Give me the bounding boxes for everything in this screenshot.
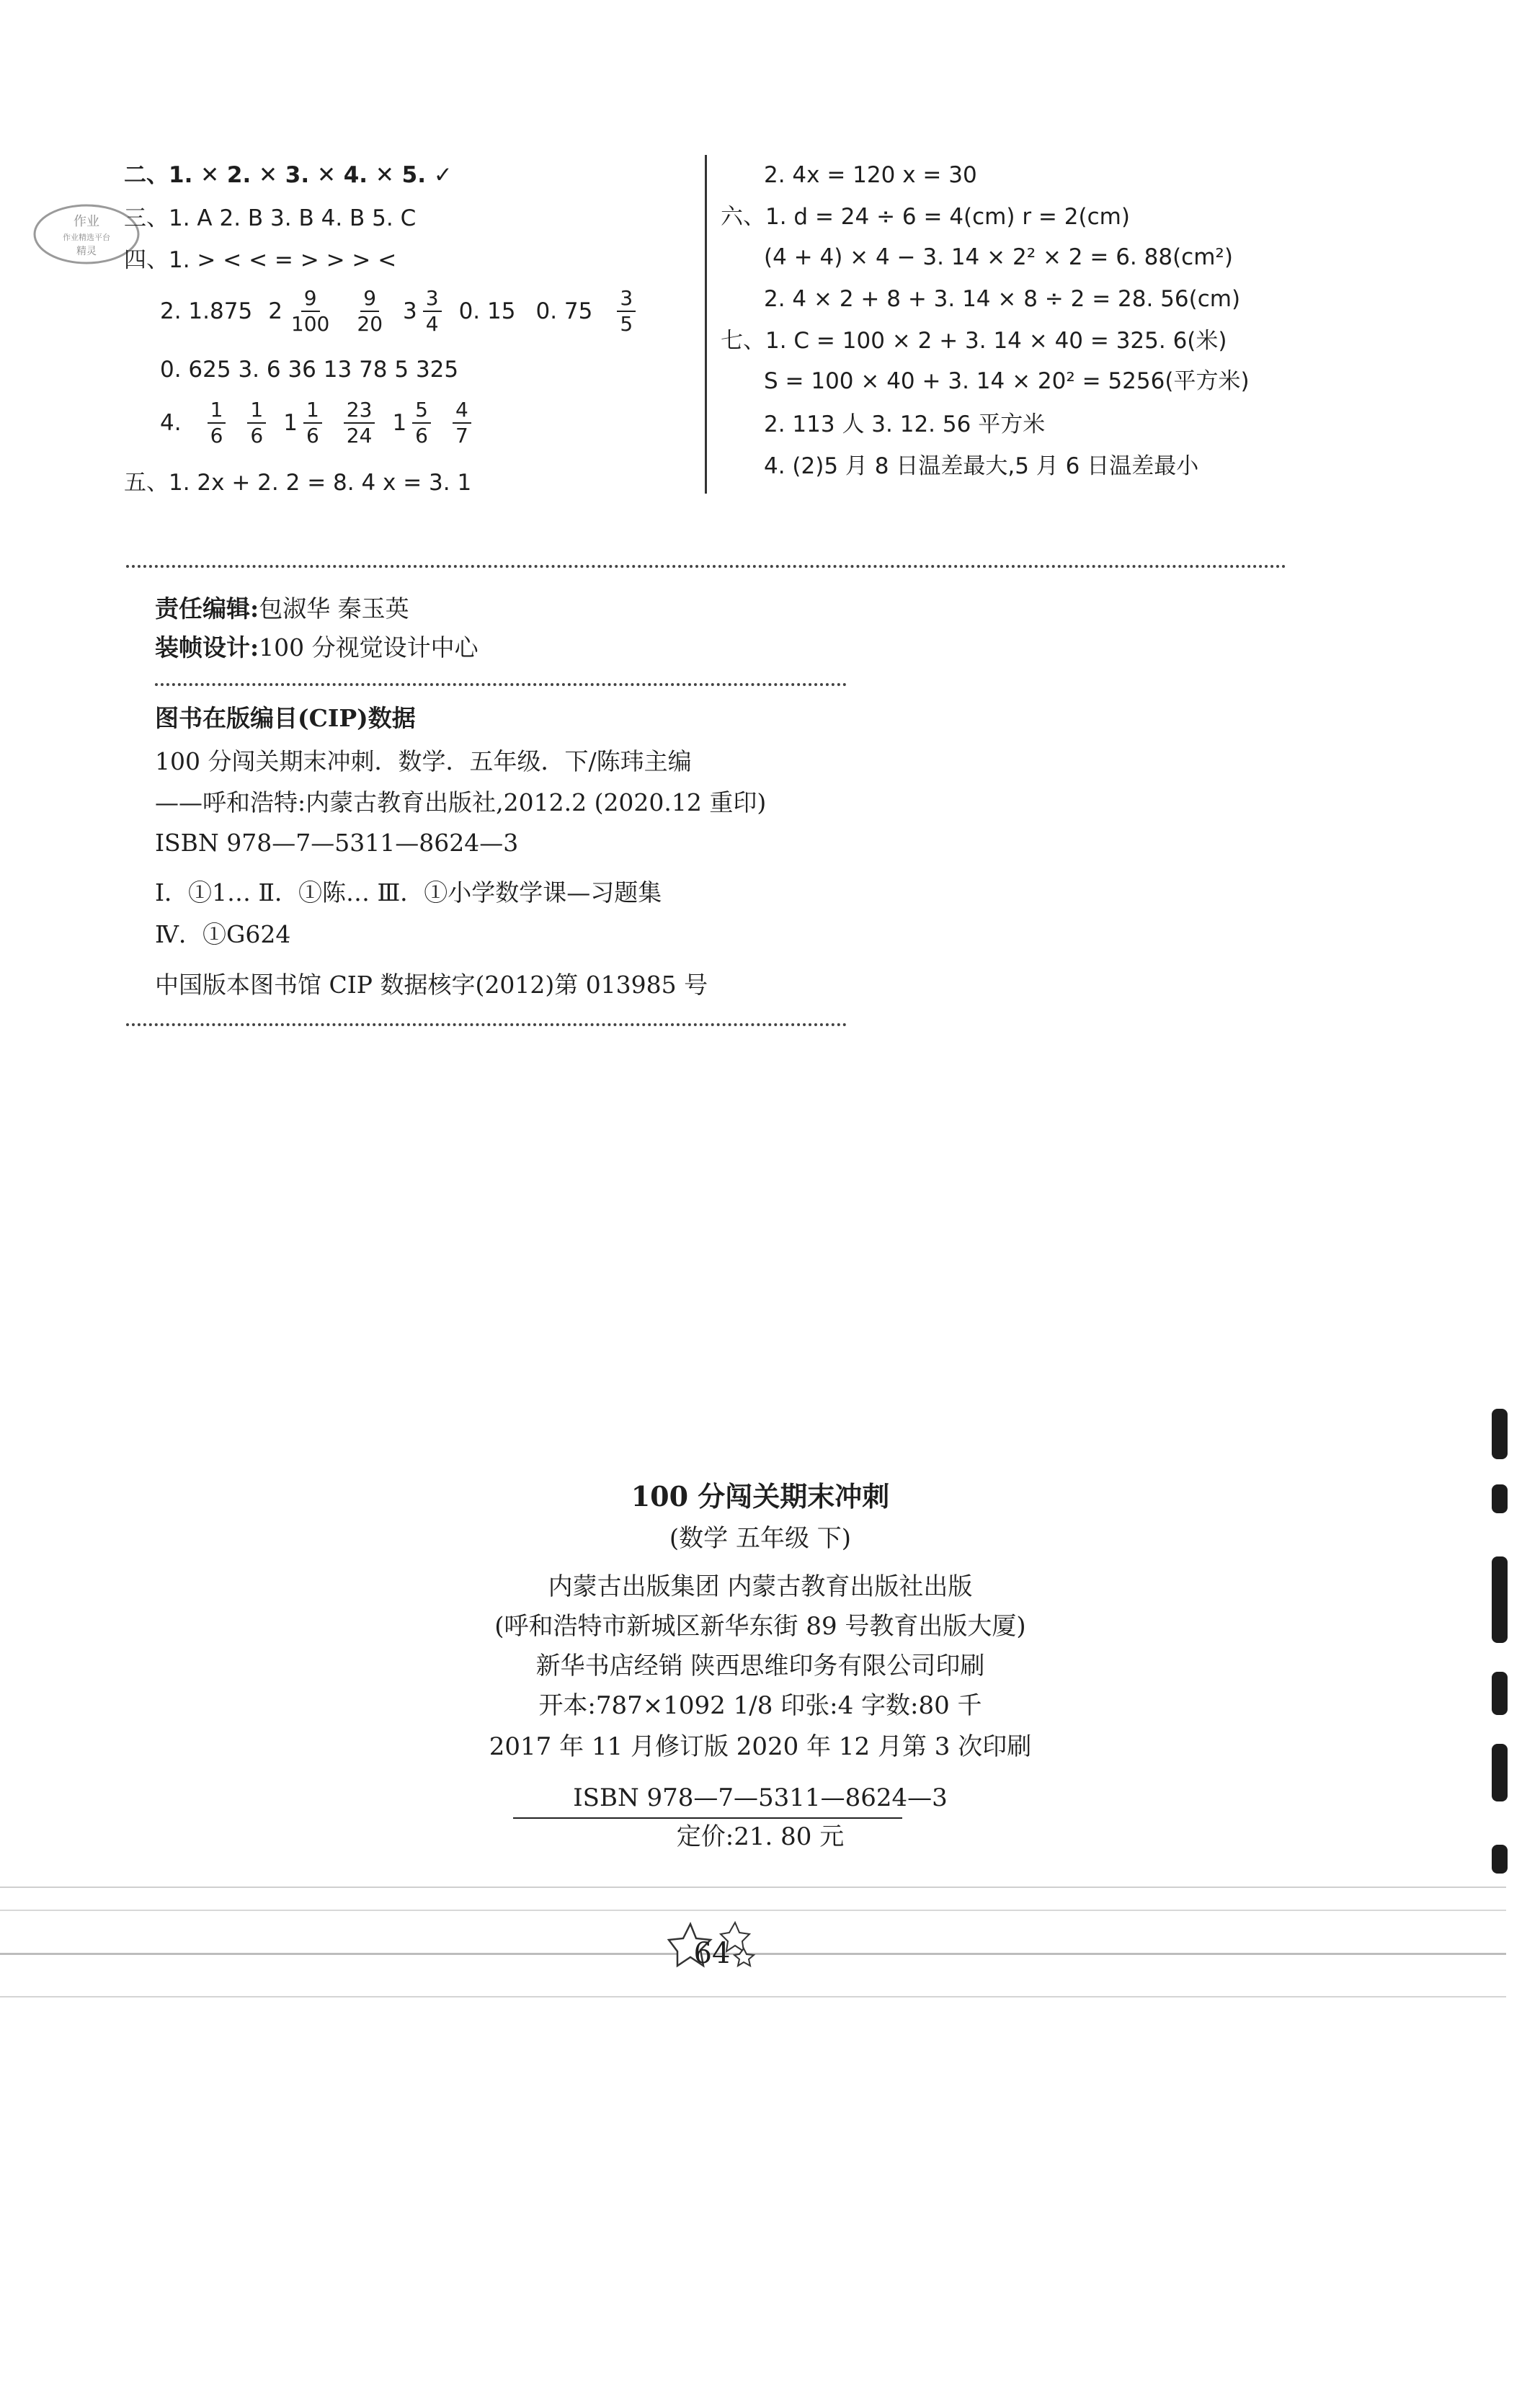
answer-section-4-q4 bbox=[160, 400, 489, 446]
answer-section-4-q2 bbox=[160, 288, 653, 334]
cip-line4: Ⅰ．①1… Ⅱ．①陈… Ⅲ．①小学数学课—习题集 bbox=[155, 878, 662, 907]
cip-line5: Ⅳ．①G624 bbox=[155, 920, 291, 948]
stamp-line1: 作业 bbox=[74, 214, 99, 229]
colophon-format: 开本:787×1092 1/8 印张:4 字数:80 千 bbox=[538, 1691, 982, 1720]
fraction bbox=[344, 400, 375, 446]
answer-section-2: 二、1. ✕ 2. ✕ 3. ✕ 4. ✕ 5. ✓ bbox=[124, 162, 453, 188]
fraction bbox=[247, 400, 266, 446]
fraction-item bbox=[403, 288, 446, 334]
fraction-numerator: 1 bbox=[208, 400, 226, 424]
fraction bbox=[303, 400, 322, 446]
cip-line2: ——呼和浩特:内蒙古教育出版社,2012.2 (2020.12 重印) bbox=[155, 788, 767, 816]
fraction bbox=[617, 288, 636, 334]
colophon-distribution: 新华书店经销 陕西思维印务有限公司印刷 bbox=[535, 1652, 985, 1680]
fraction-denominator: 24 bbox=[346, 424, 373, 447]
credits-design bbox=[155, 633, 479, 662]
answer-right-7: 2. 113 人 3. 12. 56 平方米 bbox=[764, 411, 1046, 437]
edge-mark-2 bbox=[1492, 1484, 1508, 1513]
colophon-edition: 2017 年 11 月修订版 2020 年 12 月第 3 次印刷 bbox=[489, 1732, 1032, 1761]
edge-mark-4 bbox=[1492, 1672, 1508, 1715]
fraction-numerator: 3 bbox=[617, 288, 636, 312]
fraction bbox=[423, 288, 442, 334]
fraction-item bbox=[203, 400, 231, 446]
cip-heading: 图书在版编目(CIP)数据 bbox=[155, 704, 416, 732]
isbn-rule bbox=[513, 1817, 902, 1819]
editor-label: 责任编辑: bbox=[155, 594, 259, 623]
page-number: 64 bbox=[693, 1937, 731, 1970]
answer-section-6: 六、1. d = 24 ÷ 6 = 4(cm) r = 2(cm) bbox=[721, 204, 1130, 230]
answer-right-3: (4 + 4) × 4 − 3. 14 × 2² × 2 = 6. 88(cm²) bbox=[764, 244, 1233, 270]
page-number-badge bbox=[663, 1910, 771, 1974]
fraction-whole: 2 bbox=[268, 298, 282, 324]
colophon-address: (呼和浩特市新城区新华东街 89 号教育出版大厦) bbox=[494, 1612, 1026, 1641]
credits-editor bbox=[155, 594, 409, 623]
colophon-subtitle: (数学 五年级 下) bbox=[669, 1524, 852, 1553]
fraction-item bbox=[392, 400, 435, 446]
colophon-price: 定价:21. 80 元 bbox=[676, 1822, 845, 1851]
q4-prefix: 4. bbox=[160, 409, 182, 436]
answer-section-3: 三、1. A 2. B 3. B 4. B 5. C bbox=[124, 205, 417, 231]
fraction-item bbox=[268, 288, 337, 334]
fraction-numerator: 1 bbox=[303, 400, 322, 424]
fraction bbox=[412, 400, 431, 446]
fraction-item bbox=[350, 288, 390, 334]
fraction-numerator: 1 bbox=[247, 400, 266, 424]
dotted-separator-1 bbox=[126, 565, 1286, 568]
star-tiny-icon bbox=[734, 1948, 754, 1966]
fraction-denominator: 5 bbox=[620, 312, 633, 336]
answer-right-1: 2. 4x = 120 x = 30 bbox=[764, 162, 977, 188]
fraction-item bbox=[535, 300, 600, 323]
dotted-separator-3 bbox=[126, 1023, 847, 1026]
fraction-denominator: 4 bbox=[425, 312, 439, 336]
footer-rule-4 bbox=[0, 1996, 1506, 1997]
fraction-item bbox=[339, 400, 380, 446]
fraction-numerator: 9 bbox=[301, 288, 320, 312]
fraction-item bbox=[613, 288, 640, 334]
decimal-value: 0. 15 bbox=[458, 298, 516, 324]
fraction-whole: 1 bbox=[392, 409, 407, 436]
fraction-denominator: 6 bbox=[210, 424, 223, 447]
fraction-denominator: 6 bbox=[250, 424, 264, 447]
fraction-item bbox=[459, 300, 523, 323]
q2-fraction-list bbox=[268, 288, 653, 334]
fraction-denominator: 6 bbox=[415, 424, 428, 447]
fraction-item bbox=[243, 400, 270, 446]
fraction bbox=[354, 288, 386, 334]
stamp-line2: 作业精选平台 bbox=[63, 233, 110, 242]
column-divider bbox=[705, 155, 707, 494]
editor-value: 包淑华 秦玉英 bbox=[259, 594, 409, 623]
colophon-isbn: ISBN 978—7—5311—8624—3 bbox=[573, 1783, 948, 1812]
fraction-denominator: 20 bbox=[357, 312, 383, 336]
edge-mark-3 bbox=[1492, 1556, 1508, 1643]
answer-section-4-q1: 四、1. > < < = > > > < bbox=[124, 247, 397, 273]
fraction-whole: 1 bbox=[283, 409, 298, 436]
q4-fraction-list bbox=[203, 400, 489, 446]
colophon-publisher: 内蒙古出版集团 内蒙古教育出版社出版 bbox=[548, 1572, 973, 1601]
fraction-numerator: 3 bbox=[423, 288, 442, 312]
fraction-numerator: 4 bbox=[453, 400, 471, 424]
fraction-item bbox=[448, 400, 476, 446]
edge-mark-1 bbox=[1492, 1409, 1508, 1459]
fraction bbox=[288, 288, 332, 334]
answer-section-7: 七、1. C = 100 × 2 + 3. 14 × 40 = 325. 6(米) bbox=[721, 328, 1227, 354]
footer-rule-1 bbox=[0, 1887, 1506, 1888]
fraction bbox=[453, 400, 471, 446]
decimal-value: 0. 75 bbox=[535, 298, 593, 324]
colophon-title: 100 分闯关期末冲刺 bbox=[631, 1480, 890, 1513]
fraction-denominator: 7 bbox=[455, 424, 468, 447]
dotted-separator-2 bbox=[155, 683, 847, 686]
fraction-numerator: 23 bbox=[344, 400, 375, 424]
answer-right-8: 4. (2)5 月 8 日温差最大,5 月 6 日温差最小 bbox=[764, 453, 1199, 479]
fraction bbox=[208, 400, 226, 446]
answer-section-4-q2-cont: 0. 625 3. 6 36 13 78 5 325 bbox=[160, 357, 459, 383]
cip-line6: 中国版本图书馆 CIP 数据核字(2012)第 013985 号 bbox=[155, 971, 708, 999]
fraction-numerator: 9 bbox=[360, 288, 379, 312]
edge-mark-6 bbox=[1492, 1845, 1508, 1874]
q2-prefix: 2. 1.875 bbox=[160, 298, 253, 324]
fraction-whole: 3 bbox=[403, 298, 417, 324]
design-label: 装帧设计: bbox=[155, 633, 259, 662]
answer-right-6: S = 100 × 40 + 3. 14 × 20² = 5256(平方米) bbox=[764, 368, 1250, 394]
fraction-denominator: 100 bbox=[290, 312, 330, 336]
cip-line1: 100 分闯关期末冲刺．数学．五年级．下/陈玮主编 bbox=[155, 747, 692, 775]
fraction-item bbox=[283, 400, 326, 446]
fraction-denominator: 6 bbox=[306, 424, 319, 447]
answer-section-5: 五、1. 2x + 2. 2 = 8. 4 x = 3. 1 bbox=[124, 470, 472, 496]
answer-right-4: 2. 4 × 2 + 8 + 3. 14 × 8 ÷ 2 = 28. 56(cm) bbox=[764, 286, 1241, 312]
design-value: 100 分视觉设计中心 bbox=[259, 633, 479, 662]
fraction-numerator: 5 bbox=[412, 400, 431, 424]
cip-line3: ISBN 978—7—5311—8624—3 bbox=[155, 829, 519, 857]
stamp-line3: 精灵 bbox=[76, 246, 97, 257]
edge-mark-5 bbox=[1492, 1744, 1508, 1801]
